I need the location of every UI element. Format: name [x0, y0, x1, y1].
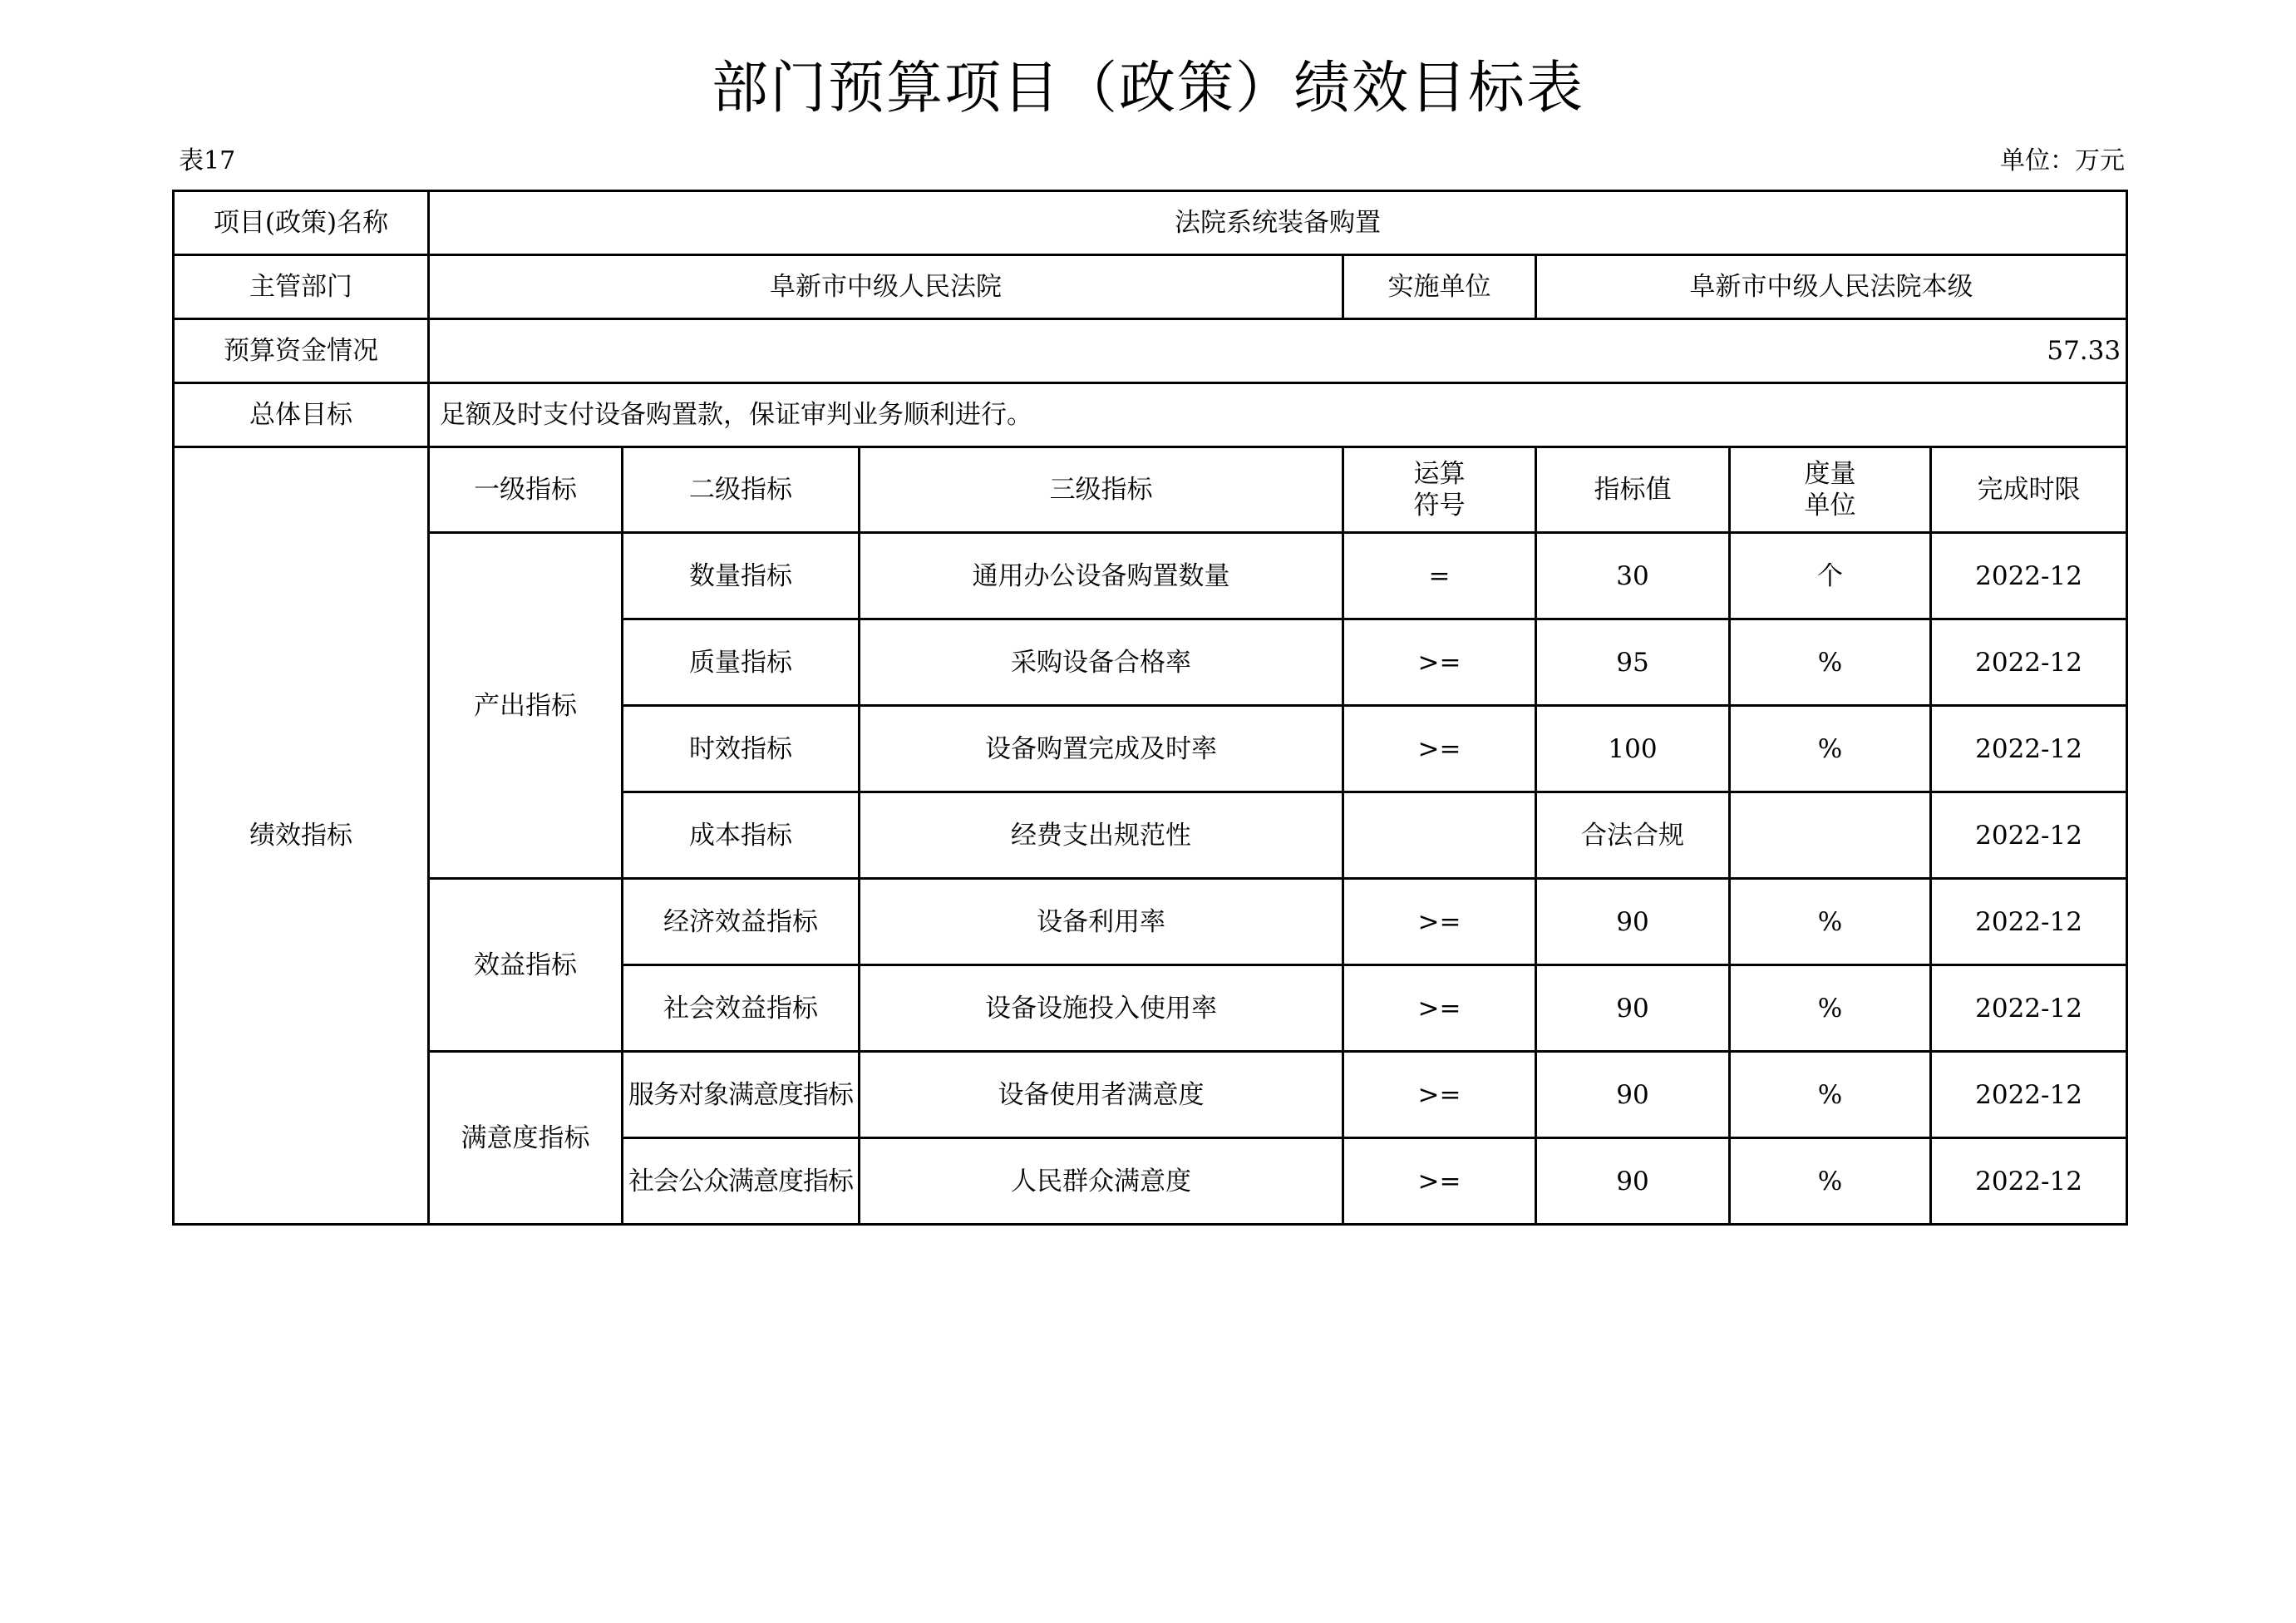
level2-cell: 数量指标	[623, 533, 860, 619]
unit-cell: %	[1730, 706, 1931, 792]
level2-cell: 经济效益指标	[623, 879, 860, 965]
header-deadline: 完成时限	[1931, 447, 2127, 533]
unit-cell: %	[1730, 1052, 1931, 1138]
deadline-cell: 2022-12	[1931, 965, 2127, 1052]
implementing-unit-label: 实施单位	[1343, 255, 1536, 319]
operator-cell: >=	[1343, 619, 1536, 706]
implementing-unit-value: 阜新市中级人民法院本级	[1536, 255, 2127, 319]
level2-cell: 质量指标	[623, 619, 860, 706]
deadline-cell: 2022-12	[1931, 1052, 2127, 1138]
level1-satisfaction: 满意度指标	[429, 1052, 623, 1225]
level1-output: 产出指标	[429, 533, 623, 879]
indicator-header-row	[174, 447, 2127, 533]
project-name-row	[174, 191, 2127, 255]
operator-cell: >=	[1343, 1052, 1536, 1138]
unit-cell: 个	[1730, 533, 1931, 619]
value-cell: 30	[1536, 533, 1730, 619]
level2-cell: 时效指标	[623, 706, 860, 792]
operator-cell: >=	[1343, 879, 1536, 965]
performance-target-table	[172, 190, 2128, 1226]
value-cell: 95	[1536, 619, 1730, 706]
budget-value: 57.33	[429, 319, 2127, 383]
level2-cell: 成本指标	[623, 792, 860, 879]
level3-cell: 设备使用者满意度	[860, 1052, 1343, 1138]
table-row	[174, 533, 2127, 619]
table-row	[174, 1052, 2127, 1138]
overall-goal-label: 总体目标	[174, 383, 429, 447]
budget-row	[174, 319, 2127, 383]
unit-cell: %	[1730, 965, 1931, 1052]
table-number: 表17	[179, 146, 236, 175]
department-row	[174, 255, 2127, 319]
header-operator-line1: 运算	[1413, 459, 1466, 489]
value-cell: 90	[1536, 879, 1730, 965]
header-value: 指标值	[1536, 447, 1730, 533]
level1-benefit: 效益指标	[429, 879, 623, 1052]
header-level1: 一级指标	[429, 447, 623, 533]
unit-label: 单位：万元	[2000, 146, 2125, 175]
deadline-cell: 2022-12	[1931, 533, 2127, 619]
unit-cell: %	[1730, 619, 1931, 706]
project-name-value: 法院系统装备购置	[429, 191, 2127, 255]
level3-cell: 通用办公设备购置数量	[860, 533, 1343, 619]
level3-cell: 人民群众满意度	[860, 1138, 1343, 1225]
level2-cell: 社会效益指标	[623, 965, 860, 1052]
header-level3: 三级指标	[860, 447, 1343, 533]
unit-cell: %	[1730, 1138, 1931, 1225]
value-cell: 合法合规	[1536, 792, 1730, 879]
budget-label: 预算资金情况	[174, 319, 429, 383]
deadline-cell: 2022-12	[1931, 792, 2127, 879]
level3-cell: 设备购置完成及时率	[860, 706, 1343, 792]
operator-cell: >=	[1343, 965, 1536, 1052]
header-operator-line2: 符号	[1413, 491, 1466, 520]
operator-cell: >=	[1343, 1138, 1536, 1225]
level3-cell: 设备利用率	[860, 879, 1343, 965]
project-name-label: 项目(政策)名称	[174, 191, 429, 255]
deadline-cell: 2022-12	[1931, 619, 2127, 706]
header-operator	[1343, 447, 1536, 533]
operator-cell	[1343, 792, 1536, 879]
value-cell: 90	[1536, 965, 1730, 1052]
level3-cell: 采购设备合格率	[860, 619, 1343, 706]
deadline-cell: 2022-12	[1931, 879, 2127, 965]
deadline-cell: 2022-12	[1931, 706, 2127, 792]
value-cell: 90	[1536, 1052, 1730, 1138]
department-label: 主管部门	[174, 255, 429, 319]
header-level2: 二级指标	[623, 447, 860, 533]
value-cell: 90	[1536, 1138, 1730, 1225]
header-unit-line2: 单位	[1804, 491, 1856, 520]
level3-cell: 经费支出规范性	[860, 792, 1343, 879]
page-title: 部门预算项目（政策）绩效目标表	[711, 56, 1584, 121]
deadline-cell: 2022-12	[1931, 1138, 2127, 1225]
unit-cell	[1730, 792, 1931, 879]
level3-cell: 设备设施投入使用率	[860, 965, 1343, 1052]
header-unit	[1730, 447, 1931, 533]
department-value: 阜新市中级人民法院	[429, 255, 1343, 319]
performance-indicators-label: 绩效指标	[174, 447, 429, 1225]
table-row	[174, 879, 2127, 965]
unit-cell: %	[1730, 879, 1931, 965]
level2-cell: 服务对象满意度指标	[623, 1052, 860, 1138]
header-unit-line1: 度量	[1804, 459, 1856, 489]
level2-cell: 社会公众满意度指标	[623, 1138, 860, 1225]
operator-cell: >=	[1343, 706, 1536, 792]
value-cell: 100	[1536, 706, 1730, 792]
overall-goal-value: 足额及时支付设备购置款，保证审判业务顺利进行。	[429, 383, 2127, 447]
overall-goal-row	[174, 383, 2127, 447]
operator-cell: =	[1343, 533, 1536, 619]
